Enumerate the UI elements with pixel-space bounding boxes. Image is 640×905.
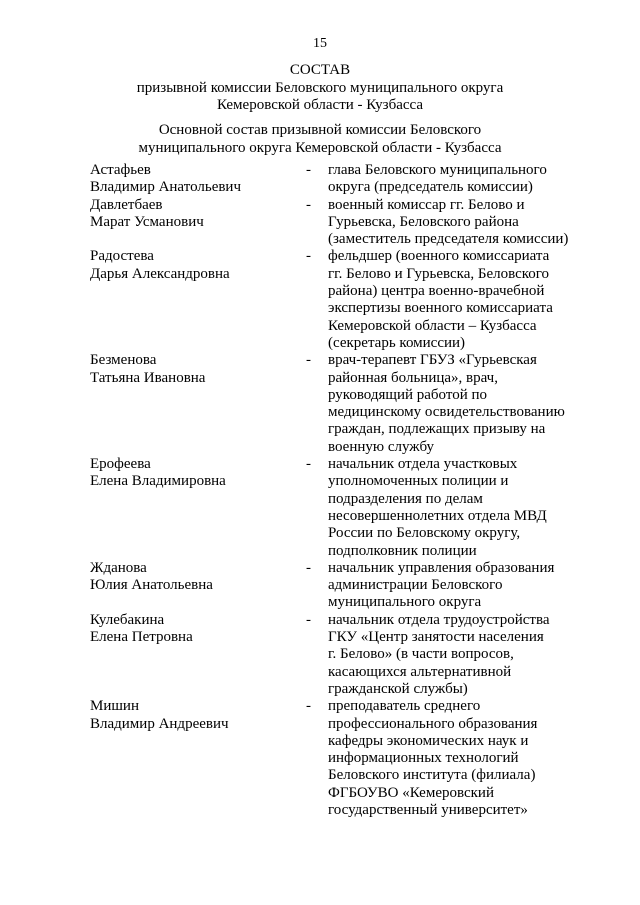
section-heading	[0, 122, 640, 157]
member-name: Радостева Дарья Александровна	[90, 248, 230, 282]
members-list	[90, 162, 590, 819]
member-row	[90, 698, 590, 819]
document-subtitle-line-2: Кемеровской области - Кузбасса	[216, 97, 424, 113]
member-role: начальник управления образования администрации Беловского муниципального округа	[328, 559, 555, 611]
document-title: СОСТАВ	[289, 62, 351, 78]
section-heading-line-1: Основной состав призывной комиссии Беловского	[158, 122, 482, 138]
document-heading	[0, 62, 640, 115]
member-separator: -	[306, 248, 311, 265]
member-separator: -	[306, 611, 311, 628]
member-name: Кулебакина Елена Петровна	[90, 611, 193, 646]
member-name: Мишин Владимир Андреевич	[90, 698, 229, 732]
member-role: военный комиссар гг. Белово и Гурьевска, Беловского района (заместитель председателя комиссии)	[328, 196, 569, 248]
member-name: Безменова Татьяна Ивановна	[90, 352, 206, 386]
member-role: начальник отдела трудоустройства ГКУ «Центр занятости населения г. Белово» (в части вопросов, касающихся альтернативной гражданской службы)	[328, 611, 550, 697]
member-row	[90, 162, 590, 197]
member-role: врач-терапевт ГБУЗ «Гурьевская районная больница», врач, руководящий работой по медицинскому освидетельствованию граждан, подлежащих призыву на военную службу	[328, 352, 565, 455]
member-row	[90, 248, 590, 352]
member-row	[90, 352, 590, 456]
document-subtitle-line-1: призывной комиссии Беловского муниципального округа	[136, 79, 504, 96]
member-role: преподаватель среднего профессионального образования кафедры экономических наук и информационных технологий Беловского института (филиала) ФГБОУВО «Кемеровский государственный университет»	[328, 698, 538, 818]
section-heading-line-2: муниципального округа Кемеровской области - Кузбасса	[138, 139, 502, 156]
member-separator: -	[306, 352, 311, 369]
member-row	[90, 456, 590, 560]
member-name: Давлетбаев Марат Усманович	[90, 196, 204, 230]
member-separator: -	[306, 456, 311, 473]
member-name: Астафьев Владимир Анатольевич	[90, 162, 242, 196]
member-separator: -	[306, 162, 311, 178]
member-row	[90, 612, 590, 698]
member-row	[90, 197, 590, 249]
member-separator: -	[306, 698, 311, 715]
member-separator: -	[306, 559, 311, 576]
member-name: Ерофеева Елена Владимировна	[90, 456, 226, 490]
member-separator: -	[306, 196, 311, 213]
member-role: фельдшер (военного комиссариата гг. Белово и Гурьевска, Беловского района) центра военно-врачебной экспертизы военного комиссариата Кемеровской области – Кузбасса (секретарь комиссии)	[328, 248, 553, 351]
page-number: 15	[313, 36, 327, 51]
member-role: глава Беловского муниципального округа (председатель комиссии)	[328, 162, 547, 196]
member-name: Жданова Юлия Анатольевна	[90, 559, 213, 594]
member-role: начальник отдела участковых уполномоченных полиции и подразделения по делам несовершеннолетних отдела МВД России по Беловскому округу, подполковник полиции	[328, 456, 547, 559]
member-row	[90, 560, 590, 612]
